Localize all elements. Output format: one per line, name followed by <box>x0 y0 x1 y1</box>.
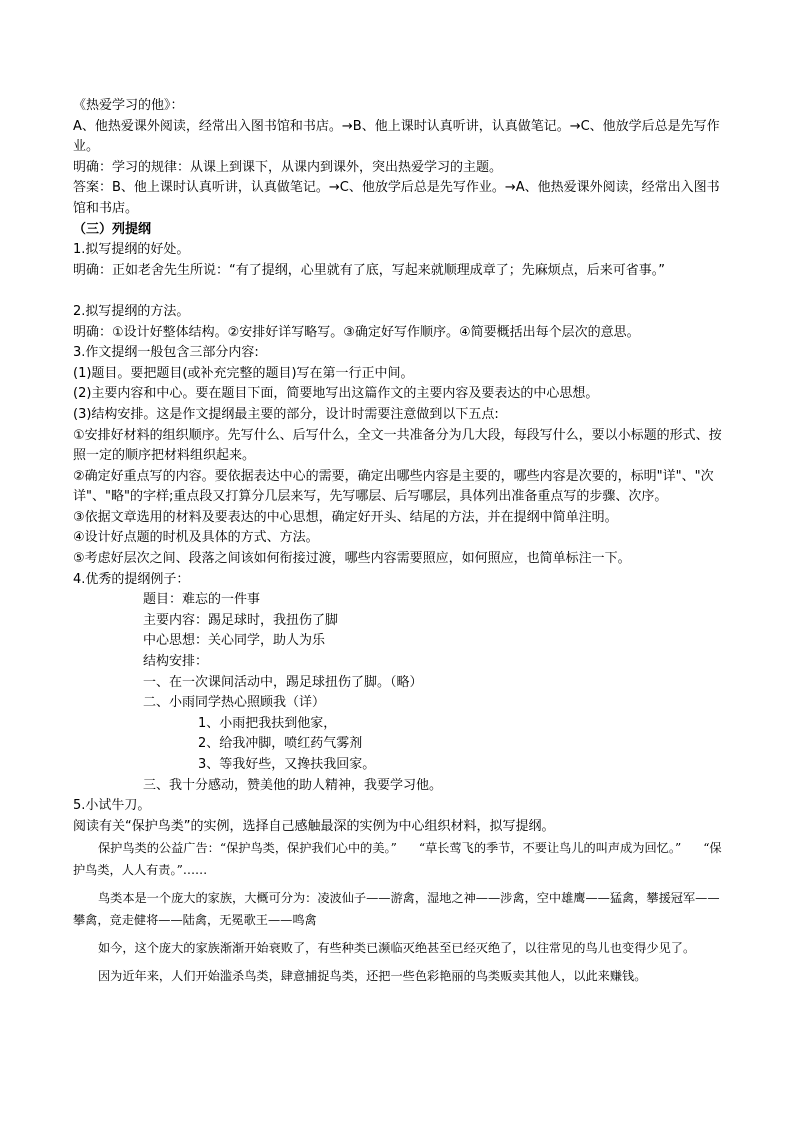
point-5: ⑤考虑好层次之间、段落之间该如何衔接过渡，哪些内容需要照应，如何照应，也简单标注一下。 <box>73 551 631 567</box>
quote-bird-family: 鸟类本是一个庞大的家族，大概可分为：凌波仙子——游禽，湿地之神——涉禽，空中雄鹰——猛禽，攀援冠军——攀禽，竞走健将——陆禽，无冕歌王——鸣禽 <box>73 891 720 928</box>
slogan-1: 保护鸟类的公益广告：“保护鸟类，保护我们心中的美。” <box>98 841 397 856</box>
order-answer: 答案：B、他上课时认真听讲，认真做笔记。→C、他放学后总是先写作业。→A、他热爱课外阅读，经常出入图书馆和书店。 <box>73 180 720 216</box>
heading-2-body: 明确：①设计好整体结构。②安排好详写略写。③确定好写作顺序。④简要概括出每个层次的意思。 <box>73 324 640 340</box>
order-question: A、他热爱课外阅读，经常出入图书馆和书店。→B、他上课时认真听讲，认真做笔记。→C、他放学后总是先写作业。 <box>73 118 720 155</box>
point-2: ②确定好重点写的内容。要依据表达中心的需要，确定出哪些内容是主要的，哪些内容是次要的，标明"详"、"次详"、"略"的字样;重点段又打算分几层来写，先写哪层、后写哪层，具体列出准备重点写的步骤、次序。 <box>73 468 714 505</box>
quote-slogans <box>73 837 725 881</box>
document-page <box>73 96 725 987</box>
example-step-1: 一、在一次课间活动中，踢足球扭伤了脚。（略） <box>143 674 423 690</box>
point-1: ①安排好材料的组织顺序。先写什么、后写什么，全文一共准备分为几大段，每段写什么，要以小标题的形式、按照一定的顺序把材料组织起来。 <box>73 427 722 464</box>
example-substep-3: 3、等我好些，又搀扶我回家。 <box>198 757 376 772</box>
section-heading: （三）列提纲 <box>73 221 152 237</box>
heading-5: 5.小试牛刀。 <box>73 798 151 814</box>
example-substep-2: 2、给我冲脚，喷红药气雾剂 <box>198 736 363 752</box>
heading-2: 2.拟写提纲的方法。 <box>73 303 190 319</box>
part-1: (1)题目。要把题目(或补充完整的题目)写在第一行正中间。 <box>73 365 414 381</box>
rule-explanation: 明确：学习的规律：从课上到课下，从课内到课外，突出热爱学习的主题。 <box>73 159 503 175</box>
slogan-3: “保护鸟类，人人有责。”…… <box>73 841 722 878</box>
heading-3: 3.作文提纲一般包含三部分内容: <box>73 345 259 361</box>
part-3: (3)结构安排。这是作文提纲最主要的部分，设计时需要注意做到以下五点: <box>73 406 499 422</box>
article-title: 《热爱学习的他》： <box>73 98 184 113</box>
example-substep-1: 1、小雨把我扶到他家， <box>198 715 337 731</box>
heading-1-body: 明确：正如老舍先生所说：“有了提纲，心里就有了底，写起来就顺理成章了；先麻烦点，后来可省事。” <box>73 262 665 278</box>
example-center: 中心思想：关心同学，助人为乐 <box>143 633 326 649</box>
example-content: 主要内容：踢足球时，我扭伤了脚 <box>143 612 339 628</box>
point-4: ④设计好点题的时机及具体的方式、方法。 <box>73 530 319 546</box>
example-structure: 结构安排： <box>143 654 209 670</box>
quote-cause: 因为近年来，人们开始滥杀鸟类，肆意捕捉鸟类，还把一些色彩艳丽的鸟类贩卖其他人，以此来赚钱。 <box>98 969 647 984</box>
blank-line <box>73 281 725 302</box>
example-step-3: 三、我十分感动，赞美他的助人精神，我要学习他。 <box>143 777 443 793</box>
heading-5-body: 阅读有关“保护鸟类”的实例，选择自己感触最深的实例为中心组织材料，拟写提纲。 <box>73 818 555 834</box>
heading-1: 1.拟写提纲的好处。 <box>73 242 190 258</box>
heading-4: 4.优秀的提纲例子： <box>73 571 190 587</box>
slogan-2: “草长莺飞的季节，不要让鸟儿的叫声成为回忆。” <box>418 841 682 856</box>
example-step-2: 二、小雨同学热心照顾我（详） <box>143 695 326 711</box>
quote-decline: 如今，这个庞大的家族渐渐开始衰败了，有些种类已濒临灭绝甚至已经灭绝了，以往常见的鸟儿也变得少见了。 <box>98 941 696 956</box>
point-3: ③依据文章选用的材料及要表达的中心思想，确定好开头、结尾的方法，并在提纲中简单注明。 <box>73 509 618 525</box>
part-2: (2)主要内容和中心。要在题目下面，简要地写出这篇作文的主要内容及要表达的中心思想。 <box>73 386 599 402</box>
example-title: 题目：难忘的一件事 <box>143 592 261 608</box>
